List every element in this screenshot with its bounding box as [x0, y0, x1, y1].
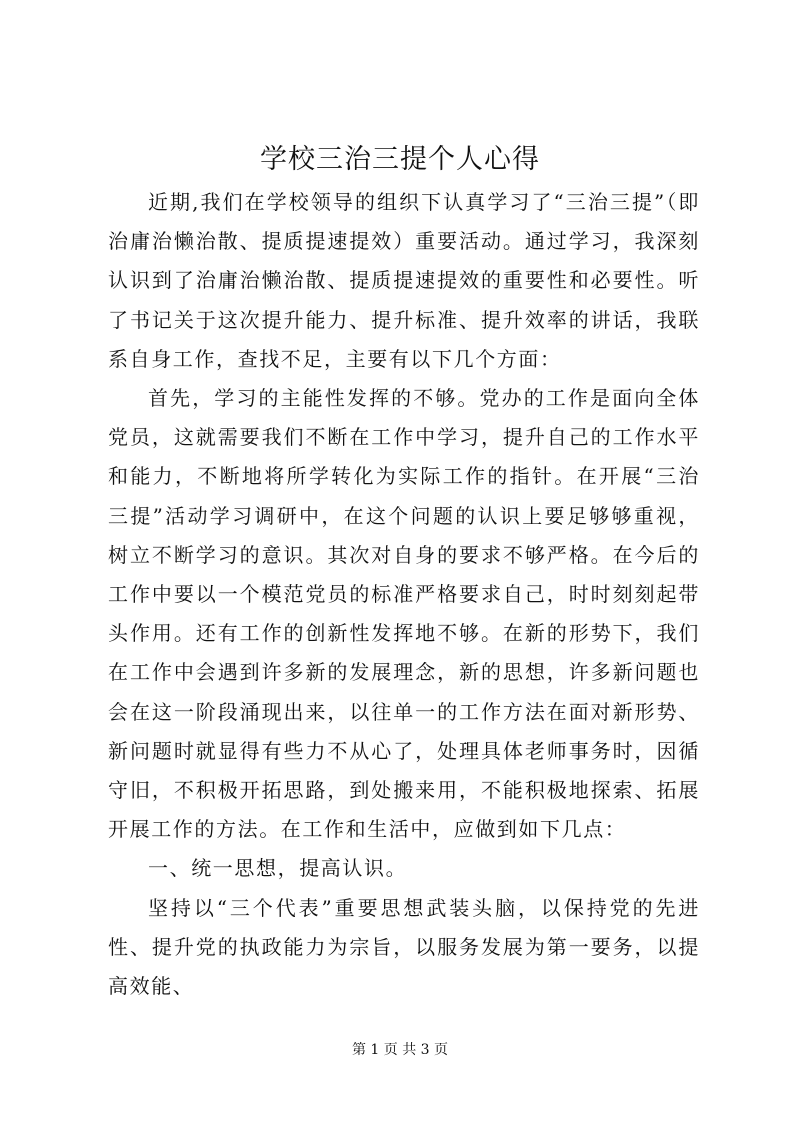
paragraph-guiding-thought: 坚持以“三个代表”重要思想武装头脑，以保持党的先进性、提升党的执政能力为宗旨，以服务发展为第一要务，以提高效能、	[108, 895, 700, 999]
document-body	[108, 183, 700, 1006]
paragraph-heading-one: 一、统一思想，提高认识。	[148, 856, 408, 881]
document-title: 学校三治三提个人心得	[260, 144, 540, 175]
paragraph-shortcomings: 首先，学习的主能性发挥的不够。党办的工作是面向全体党员，这就需要我们不断在工作中学习，提升自己的工作水平和能力，不断地将所学转化为实际工作的指针。在开展“三治三提”活动学习调研中，在这个问题的认识上要足够够重视，树立不断学习的意识。其次对自身的要求不够严格。在今后的工作中要以一个模范党员的标准严格要求自己，时时刻刻起带头作用。还有工作的创新性发挥地不够。在新的形势下，我们在工作中会遇到许多新的发展理念，新的思想，许多新问题也会在这一阶段涌现出来，以往单一的工作方法在面对新形势、新问题时就显得有些力不从心了，处理具体老师事务时，因循守旧，不积极开拓思路，到处搬来用，不能积极地探索、拓展开展工作的方法。在工作和生活中，应做到如下几点：	[108, 386, 700, 842]
paragraph-intro: 近期,我们在学校领导的组织下认真学习了“三治三提”（即治庸治懒治散、提质提速提效）重要活动。通过学习，我深刻认识到了治庸治懒治散、提质提速提效的重要性和必要性。听了书记关于这次提升能力、提升标准、提升效率的讲话，我联系自身工作，查找不足，主要有以下几个方面：	[108, 190, 700, 371]
page-number-footer: 第 1 页 共 3 页	[351, 1042, 449, 1058]
